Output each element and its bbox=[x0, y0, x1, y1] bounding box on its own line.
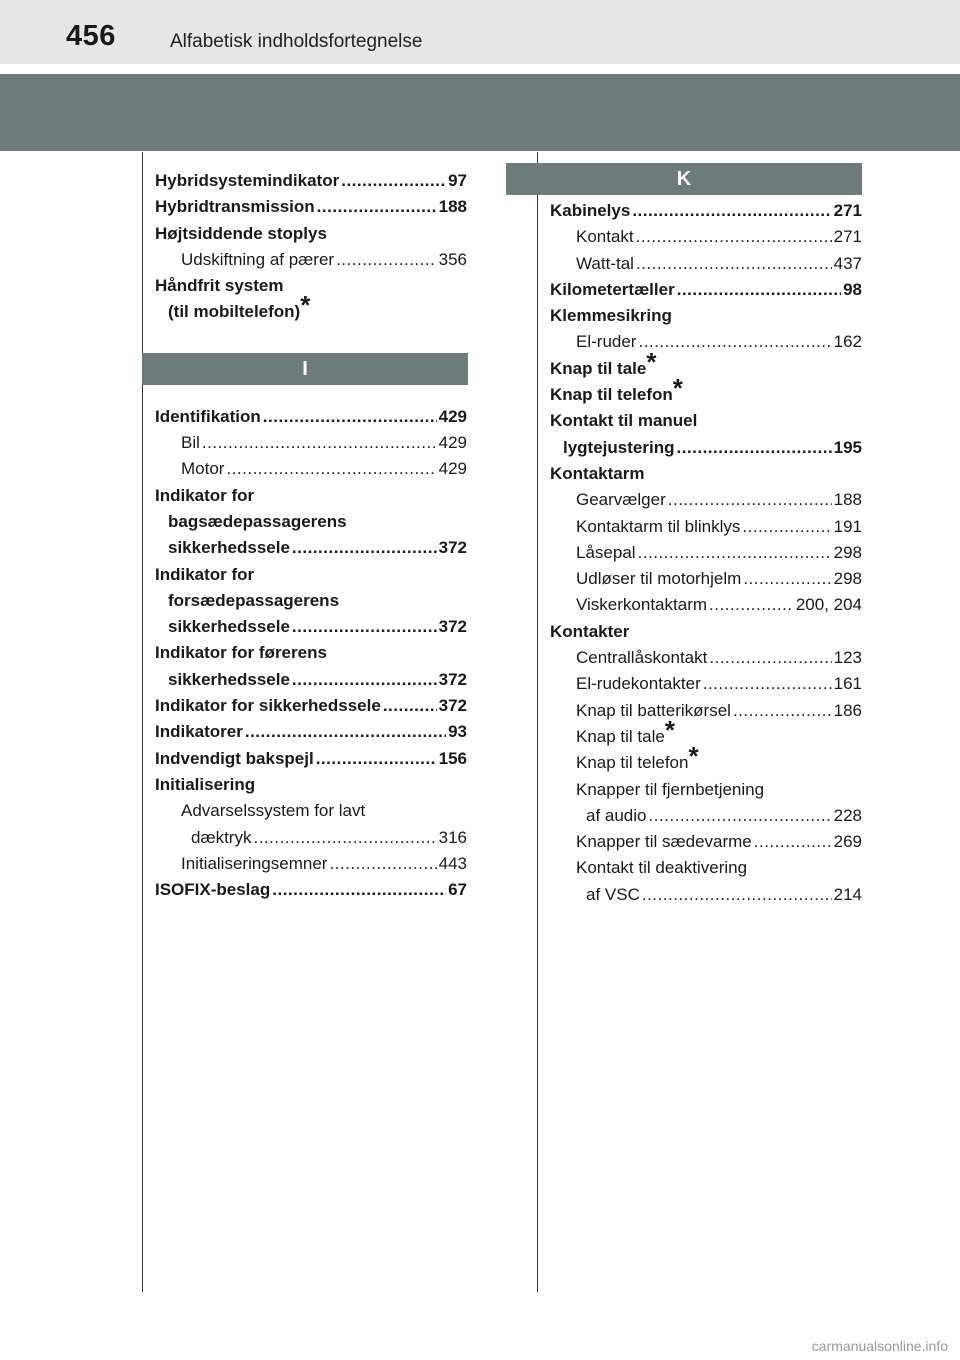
page-ref: 356 bbox=[438, 249, 467, 269]
dot-leader bbox=[245, 719, 446, 745]
page-ref: 214 bbox=[833, 884, 862, 904]
page-title: Alfabetisk indholdsfortegnelse bbox=[170, 31, 423, 52]
footnote-asterisk: * bbox=[300, 290, 311, 321]
page-ref: 195 bbox=[833, 437, 862, 457]
dot-leader bbox=[272, 877, 446, 903]
entry-label: Motor bbox=[181, 459, 225, 479]
entry-label: (til mobiltelefon) bbox=[168, 302, 301, 322]
index-entry bbox=[550, 251, 862, 277]
index-entry bbox=[550, 435, 862, 461]
index-entry bbox=[550, 461, 862, 487]
page-ref: 298 bbox=[833, 542, 862, 562]
page-ref: 372 bbox=[438, 538, 467, 558]
entry-label: Centrallåskontakt bbox=[576, 648, 708, 668]
watermark: carmanualsonline.info bbox=[811, 1338, 948, 1354]
entry-label: Kilometertæller bbox=[550, 279, 675, 299]
entry-label: Gearvælger bbox=[576, 490, 666, 510]
entry-label: Låsepal bbox=[576, 542, 636, 562]
index-entry bbox=[550, 277, 862, 303]
index-entry bbox=[550, 803, 862, 829]
entry-label: Knap til telefon bbox=[576, 753, 689, 773]
dot-leader bbox=[743, 566, 831, 592]
page-ref: 429 bbox=[438, 433, 467, 453]
entry-label: Knapper til fjernbetjening bbox=[576, 779, 765, 799]
entry-label: bagsædepassagerens bbox=[168, 511, 347, 531]
entry-label: Indikator for bbox=[155, 564, 255, 584]
entry-label: Knap til tale bbox=[576, 726, 665, 746]
index-entry bbox=[550, 566, 862, 592]
footnote-asterisk: * bbox=[672, 373, 683, 404]
dot-leader bbox=[202, 430, 437, 456]
index-list-k bbox=[550, 198, 862, 908]
entry-label: El-rudekontakter bbox=[576, 674, 701, 694]
dot-leader bbox=[668, 487, 832, 513]
entry-label: dæktryk bbox=[191, 827, 252, 847]
entry-label: Advarselssystem for lavt bbox=[181, 801, 366, 821]
index-entry bbox=[550, 777, 862, 803]
entry-label: Hybridsystemindikator bbox=[155, 171, 340, 190]
entry-label: Watt-tal bbox=[576, 253, 634, 273]
page-ref: 186 bbox=[833, 700, 862, 720]
index-entry bbox=[155, 693, 467, 719]
dot-leader bbox=[709, 645, 831, 671]
page-ref: 429 bbox=[438, 459, 467, 479]
index-entry bbox=[550, 329, 862, 355]
entry-label: sikkerhedssele bbox=[168, 617, 290, 637]
page-ref: 372 bbox=[438, 617, 467, 637]
dot-leader bbox=[316, 746, 437, 772]
index-entry bbox=[155, 877, 467, 903]
index-entry bbox=[550, 540, 862, 566]
dot-leader bbox=[677, 277, 841, 303]
left-column-rule bbox=[142, 152, 143, 1292]
dot-leader bbox=[709, 592, 794, 618]
dot-leader bbox=[317, 194, 437, 220]
page-ref: 228 bbox=[833, 805, 862, 825]
page-ref: 429 bbox=[438, 406, 467, 426]
index-entry bbox=[550, 855, 862, 881]
entry-label: Knap til batterikørsel bbox=[576, 700, 731, 720]
index-list-h bbox=[155, 168, 467, 326]
dot-leader bbox=[754, 829, 832, 855]
page-number: 456 bbox=[66, 20, 116, 52]
page-ref: 316 bbox=[438, 827, 467, 847]
entry-label: Kontakt til manuel bbox=[550, 411, 698, 431]
index-entry bbox=[155, 667, 467, 693]
index-entry bbox=[155, 168, 467, 194]
dot-leader bbox=[226, 456, 436, 482]
dot-leader bbox=[638, 329, 831, 355]
entry-label: sikkerhedssele bbox=[168, 538, 290, 558]
page-ref: 372 bbox=[438, 696, 467, 716]
page-header-bar bbox=[0, 0, 960, 64]
entry-label: forsædepassagerens bbox=[168, 590, 340, 610]
entry-label: Initialisering bbox=[155, 774, 256, 794]
page-ref: 372 bbox=[438, 669, 467, 689]
index-entry bbox=[550, 514, 862, 540]
index-entry bbox=[550, 619, 862, 645]
index-entry bbox=[550, 671, 862, 697]
entry-label: Indikator for førerens bbox=[155, 643, 327, 663]
index-column-right bbox=[550, 198, 862, 908]
index-entry bbox=[155, 535, 467, 561]
index-entry bbox=[155, 798, 467, 824]
index-entry bbox=[155, 746, 467, 772]
index-list-i bbox=[155, 404, 467, 904]
entry-label: Knap til tale bbox=[550, 358, 647, 378]
dot-leader bbox=[336, 247, 437, 273]
index-entry bbox=[550, 408, 862, 434]
entry-label: ISOFIX-beslag bbox=[155, 880, 271, 900]
dot-leader bbox=[253, 825, 436, 851]
page-ref: 437 bbox=[833, 253, 862, 273]
entry-label: sikkerhedssele bbox=[168, 669, 290, 689]
entry-label: Kontaktarm til blinklys bbox=[576, 516, 741, 536]
entry-label: Identifikation bbox=[155, 406, 261, 426]
dot-leader bbox=[292, 667, 437, 693]
index-entry bbox=[155, 273, 467, 299]
right-column-rule bbox=[537, 152, 538, 1292]
entry-label: Indikatorer bbox=[155, 722, 243, 742]
entry-label: Håndfrit system bbox=[155, 276, 284, 296]
index-entry bbox=[155, 614, 467, 640]
index-entry bbox=[550, 224, 862, 250]
index-entry bbox=[550, 882, 862, 908]
index-entry bbox=[155, 430, 467, 456]
entry-label: Indvendigt bakspejl bbox=[155, 748, 314, 768]
entry-label: Initialiseringsemner bbox=[181, 853, 328, 873]
page-ref: 188 bbox=[438, 197, 467, 217]
dot-leader bbox=[649, 803, 832, 829]
page-ref: 67 bbox=[448, 880, 467, 900]
page-ref: 98 bbox=[843, 279, 862, 299]
entry-label: af audio bbox=[586, 805, 647, 825]
index-entry bbox=[155, 404, 467, 430]
dot-leader bbox=[263, 404, 437, 430]
entry-label: Kontakt til deaktivering bbox=[576, 858, 748, 878]
page-ref: 271 bbox=[833, 227, 862, 247]
page-ref: 269 bbox=[833, 832, 862, 852]
entry-label: Kontakt bbox=[576, 227, 634, 247]
entry-label: Klemmesikring bbox=[550, 306, 672, 326]
index-entry bbox=[550, 373, 862, 408]
index-entry bbox=[155, 588, 467, 614]
dot-leader bbox=[329, 851, 436, 877]
entry-label: lygtejustering bbox=[563, 437, 675, 457]
page-ref: 200, 204 bbox=[795, 595, 862, 615]
page-ref: 156 bbox=[438, 748, 467, 768]
index-entry bbox=[155, 772, 467, 798]
page-ref: 97 bbox=[448, 171, 467, 190]
index-entry bbox=[550, 303, 862, 329]
index-entry bbox=[550, 346, 862, 382]
index-entry bbox=[550, 592, 862, 618]
index-entry bbox=[550, 198, 862, 224]
index-entry bbox=[550, 487, 862, 513]
dot-leader bbox=[292, 535, 437, 561]
entry-label: Udløser til motorhjelm bbox=[576, 569, 742, 589]
entry-label: Knapper til sædevarme bbox=[576, 832, 752, 852]
section-gap bbox=[155, 326, 467, 404]
entry-label: Kabinelys bbox=[550, 201, 631, 220]
footnote-asterisk: * bbox=[664, 714, 675, 745]
index-column-left bbox=[155, 168, 467, 903]
entry-label: Udskiftning af pærer bbox=[181, 249, 335, 269]
header-band bbox=[0, 74, 960, 151]
index-entry bbox=[550, 714, 862, 750]
footnote-asterisk: * bbox=[688, 741, 699, 772]
index-entry bbox=[155, 483, 467, 509]
page-ref: 271 bbox=[833, 201, 862, 220]
page-ref: 298 bbox=[833, 569, 862, 589]
index-entry bbox=[155, 851, 467, 877]
entry-label: Kontakter bbox=[550, 621, 630, 641]
index-entry bbox=[550, 698, 862, 724]
section-header-k: K bbox=[506, 163, 862, 195]
dot-leader bbox=[638, 540, 832, 566]
index-entry bbox=[155, 562, 467, 588]
entry-label: Højtsiddende stoplys bbox=[155, 223, 327, 243]
index-entry bbox=[155, 221, 467, 247]
page-ref: 161 bbox=[833, 674, 862, 694]
entry-label: af VSC bbox=[586, 884, 640, 904]
entry-label: El-ruder bbox=[576, 332, 637, 352]
index-entry bbox=[550, 645, 862, 671]
entry-label: Bil bbox=[181, 433, 200, 453]
dot-leader bbox=[341, 168, 446, 194]
footnote-asterisk: * bbox=[646, 346, 657, 377]
entry-label: Knap til telefon bbox=[550, 385, 673, 405]
page-ref: 162 bbox=[833, 332, 862, 352]
entry-label: Kontaktarm bbox=[550, 463, 645, 483]
index-entry bbox=[550, 741, 862, 776]
dot-leader bbox=[383, 693, 437, 719]
dot-leader bbox=[676, 435, 831, 461]
entry-label: Viskerkontaktarm bbox=[576, 595, 708, 615]
page-ref: 443 bbox=[438, 853, 467, 873]
dot-leader bbox=[292, 614, 437, 640]
entry-label: Hybridtransmission bbox=[155, 197, 315, 217]
index-entry bbox=[155, 290, 467, 325]
index-entry bbox=[155, 719, 467, 745]
index-entry bbox=[155, 247, 467, 273]
index-entry bbox=[155, 509, 467, 535]
index-entry bbox=[155, 456, 467, 482]
page-ref: 93 bbox=[448, 722, 467, 742]
dot-leader bbox=[632, 198, 831, 224]
dot-leader bbox=[703, 671, 832, 697]
page-ref: 188 bbox=[833, 490, 862, 510]
dot-leader bbox=[642, 882, 832, 908]
dot-leader bbox=[733, 698, 832, 724]
index-entry bbox=[155, 640, 467, 666]
section-header-i: I bbox=[142, 353, 468, 385]
dot-leader bbox=[636, 224, 832, 250]
page-ref: 191 bbox=[833, 516, 862, 536]
index-entry bbox=[155, 194, 467, 220]
page-ref: 123 bbox=[833, 648, 862, 668]
index-entry bbox=[550, 829, 862, 855]
entry-label: Indikator for bbox=[155, 485, 255, 505]
index-entry bbox=[155, 825, 467, 851]
dot-leader bbox=[636, 251, 832, 277]
dot-leader bbox=[742, 514, 831, 540]
entry-label: Indikator for sikkerhedssele bbox=[155, 696, 381, 716]
